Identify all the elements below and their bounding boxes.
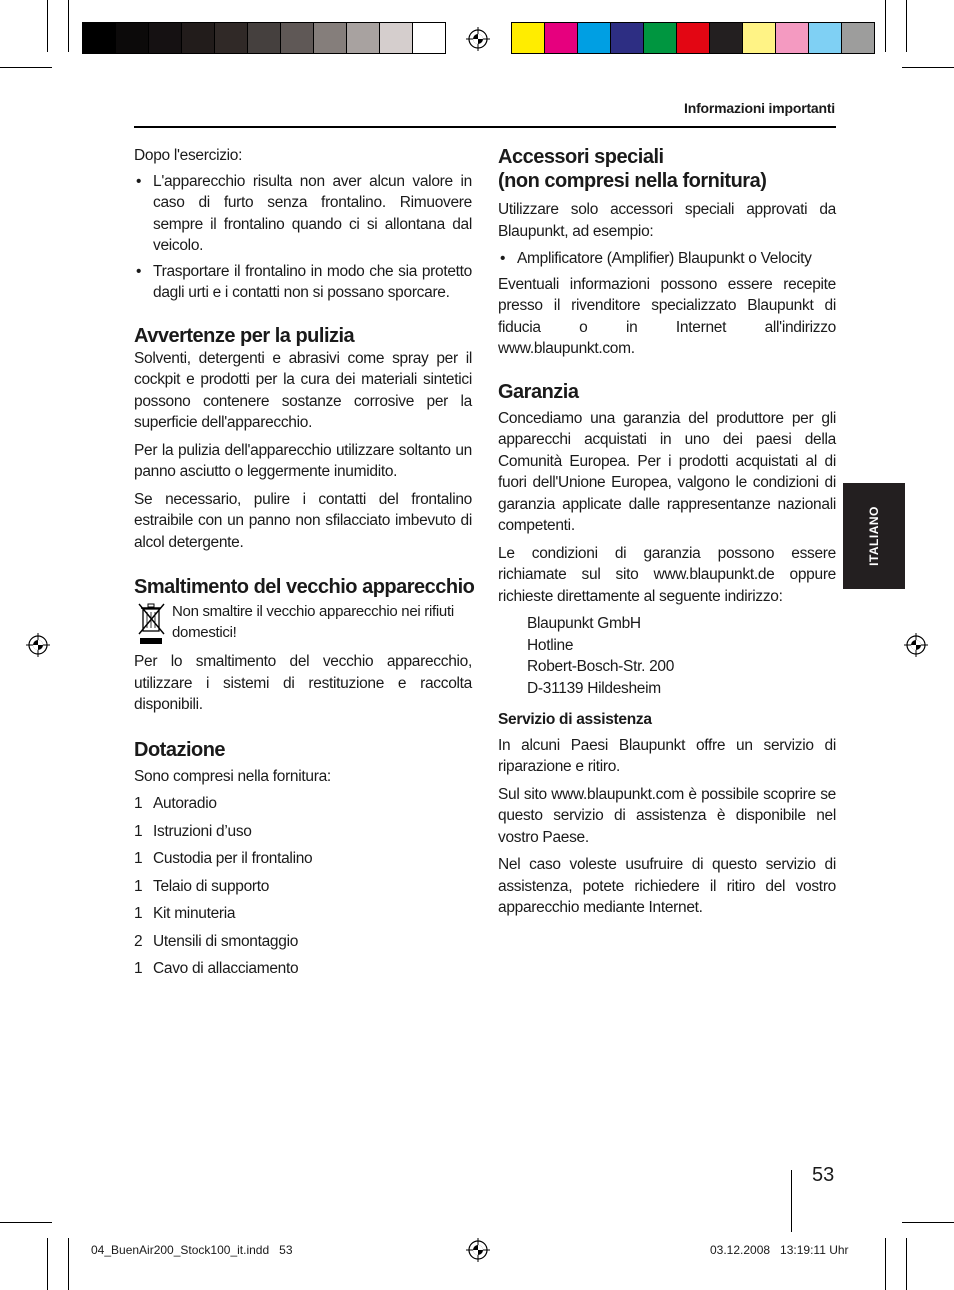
language-tab-label: ITALIANO — [867, 506, 881, 566]
registration-mark-icon — [466, 27, 490, 51]
registration-mark-icon — [26, 633, 50, 657]
list-item: • Amplificatore (Amplifier) Blaupunkt o Velocity — [500, 250, 812, 267]
address-line: Robert-Bosch-Str. 200 — [527, 658, 675, 675]
color-swatch — [544, 22, 578, 54]
paragraph: Per la pulizia dell'apparecchio utilizzare soltanto un panno asciutto o leggermente inumidito. — [134, 441, 472, 480]
color-swatch — [676, 22, 710, 54]
list-item — [134, 848, 472, 870]
list-item — [134, 903, 472, 925]
running-header: Informazioni importanti — [684, 100, 835, 116]
heading-line: Accessori speciali — [498, 146, 664, 168]
address-line: Hotline — [527, 636, 574, 654]
page-number: 53 — [812, 1164, 835, 1186]
color-swatch — [643, 22, 677, 54]
section-heading-smaltimento: Smaltimento del vecchio apparecchio — [134, 576, 475, 598]
paragraph: Solventi, detergenti e abrasivi come spray per il cockpit e prodotti per la cura dei materiali sintetici possono contenere sostanze corrosive per la superficie dell'apparecchio. — [134, 349, 472, 431]
color-swatch — [280, 22, 314, 54]
color-swatch — [610, 22, 644, 54]
item-qty: 1 — [134, 795, 143, 812]
address-line: Blaupunkt GmbH — [527, 615, 641, 632]
item-name: Autoradio — [153, 795, 217, 812]
paragraph: Sono compresi nella fornitura: — [134, 767, 331, 785]
bullet-text: L'apparecchio risulta non aver alcun valore in caso di furto senza frontalino. Rimuovere sempre il frontalino quando ci si allontana dal veicolo. — [153, 172, 472, 254]
list-item — [134, 958, 472, 980]
item-qty: 1 — [134, 877, 143, 895]
item-qty: 2 — [134, 932, 143, 950]
crossed-bin-icon — [134, 601, 168, 645]
registration-mark-icon — [904, 633, 928, 657]
left-column — [134, 145, 475, 986]
item-qty: 1 — [134, 905, 143, 922]
color-swatch — [841, 22, 875, 54]
color-swatch — [148, 22, 182, 54]
item-name: Utensili di smontaggio — [153, 932, 299, 950]
language-tab — [843, 483, 905, 589]
disposal-note-text: Non smaltire il vecchio apparecchio nei rifiuti domestici! — [172, 603, 454, 641]
address-line: D-31139 Hildesheim — [527, 679, 661, 697]
paragraph: Utilizzare solo accessori speciali approvati da Blaupunkt, ad esempio: — [498, 201, 836, 240]
list-item — [134, 793, 472, 815]
footer-timestamp: 03.12.2008 13:19:11 Uhr — [710, 1243, 849, 1257]
footer-filename: 04_BuenAir200_Stock100_it.indd 53 — [91, 1243, 293, 1257]
address-block — [498, 613, 836, 699]
color-swatch — [412, 22, 446, 54]
paragraph: Se necessario, pulire i contatti del frontalino estraibile con un panno non sfilacciato imbevuto di alcol detergente. — [134, 490, 472, 551]
color-swatch — [709, 22, 743, 54]
bullet-text: Trasportare il frontalino in modo che sia protetto dagli urti e i contatti non si possano sporcare. — [153, 262, 472, 301]
color-swatch — [181, 22, 215, 54]
paragraph: Sul sito www.blaupunkt.com è possibile scoprire se questo servizio di assistenza è disponibile nel vostro Paese. — [498, 785, 836, 846]
paragraph: Per lo smaltimento del vecchio apparecchio, utilizzare i sistemi di restituzione e raccolta disponibili. — [134, 653, 472, 713]
section-heading-pulizia: Avvertenze per la pulizia — [134, 324, 355, 347]
list-item: • L'apparecchio risulta non aver alcun valore in caso di furto senza frontalino. Rimuovere sempre il frontalino quando ci si allontana dal veicolo. — [136, 172, 472, 254]
list-item — [134, 876, 472, 898]
paragraph: Concediamo una garanzia del produttore per gli apparecchi acquistati in uno dei paesi della Comunità Europea. Per i prodotti acquistati al di fuori dell'Unione Europea, valgono le condizioni di garanzia applicate dalle rappresentanze nazionali competenti. — [498, 409, 836, 534]
item-qty: 1 — [134, 822, 143, 840]
right-column — [498, 145, 836, 925]
item-qty: 1 — [134, 960, 143, 977]
color-swatch — [379, 22, 413, 54]
bullet-text: Amplificatore (Amplifier) Blaupunkt o Velocity — [517, 250, 812, 267]
item-name: Kit minuteria — [153, 905, 236, 922]
supply-list — [134, 793, 472, 980]
color-swatch — [115, 22, 149, 54]
paragraph: In alcuni Paesi Blaupunkt offre un servizio di riparazione e ritiro. — [498, 736, 836, 775]
list-item: • Trasportare il frontalino in modo che sia protetto dagli urti e i contatti non si possano sporcare. — [136, 262, 472, 301]
color-swatch — [313, 22, 347, 54]
color-swatch — [511, 22, 545, 54]
color-swatch — [742, 22, 776, 54]
item-qty: 1 — [134, 850, 143, 867]
disposal-note — [134, 601, 472, 645]
section-heading-accessori — [498, 145, 836, 193]
color-swatch — [577, 22, 611, 54]
heading-line: (non compresi nella fornitura) — [498, 170, 767, 192]
registration-mark-icon — [466, 1238, 490, 1262]
header-rule — [134, 126, 836, 128]
list-item — [134, 931, 472, 953]
intro-text: Dopo l'esercizio: — [134, 147, 243, 164]
item-name: Cavo di allacciamento — [153, 960, 299, 977]
paragraph: Eventuali informazioni possono essere recepite presso il rivenditore specializzato Blaupunkt di fiducia o in Internet all'indirizzo www.blaupunkt.com. — [498, 275, 836, 357]
subsection-heading-servizio: Servizio di assistenza — [498, 711, 652, 728]
item-name: Custodia per il frontalino — [153, 850, 313, 867]
color-swatch — [775, 22, 809, 54]
list-item — [134, 821, 472, 843]
color-swatch — [346, 22, 380, 54]
item-name: Telaio di supporto — [153, 877, 270, 895]
color-swatch — [82, 22, 116, 54]
paragraph: Nel caso voleste usufruire di questo servizio di assistenza, potete richiedere il ritiro del vostro apparecchio mediante Internet. — [498, 856, 836, 916]
color-swatch — [808, 22, 842, 54]
section-heading-dotazione: Dotazione — [134, 738, 226, 761]
item-name: Istruzioni d’uso — [153, 822, 252, 840]
color-swatch — [247, 22, 281, 54]
page-number-rule — [791, 1170, 792, 1232]
paragraph: Le condizioni di garanzia possono essere richiamate sul sito www.blaupunkt.de oppure richieste direttamente al seguente indirizzo: — [498, 544, 836, 605]
color-swatch — [214, 22, 248, 54]
section-heading-garanzia: Garanzia — [498, 380, 579, 403]
